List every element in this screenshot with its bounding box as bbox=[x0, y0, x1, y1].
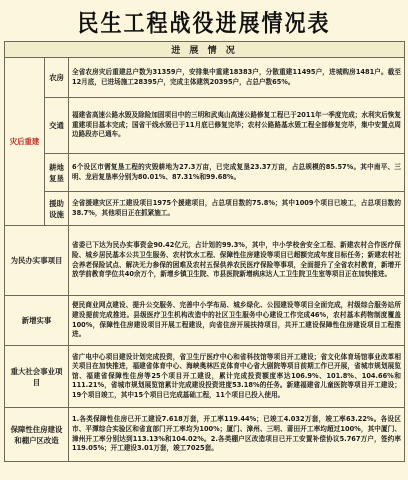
subcategory-cell: 交通 bbox=[45, 98, 69, 154]
table-row bbox=[5, 296, 405, 346]
table-row bbox=[5, 154, 405, 192]
subcategory-cell: 耕地复垦 bbox=[45, 154, 69, 192]
progress-table bbox=[4, 41, 405, 462]
category-cell: 重大社会事业项目 bbox=[5, 346, 69, 408]
progress-text: 1.各类保障性住房已开工建设7.618万套，开工率119.44%；已竣工4.032万套，竣工率63.22%。各设区市、平潭综合实验区和省直部门开工率均为100%；厦门、漳州、三明、莆田开工率均超过100%，其中厦门、漳州开工率分别达到113.13%和104.02%。2.各类棚户区改造项目已开工安置补偿协议5.767万户，签约率119.05%；开工建设3.01万套，竣工7025套。 bbox=[69, 408, 405, 462]
category-cell: 新增实事 bbox=[5, 296, 69, 346]
page-title: 民生工程战役进展情况表 bbox=[77, 8, 331, 37]
category-cell: 为民办实事项目 bbox=[5, 226, 69, 296]
progress-text: 福建省高速公路水毁及除险加固项目中的三明和武夷山高速公路修复工程已于2011年一季度完成；水利灾后恢复重建项目基本完成；国省干线水毁已于11月底已修复完毕；农村公路路基水毁工程全部修复完毕，集中安置点周边路段亦已通车。 bbox=[69, 98, 405, 154]
category-cell: 保障性住房建设和棚户区改造 bbox=[5, 408, 69, 462]
table-row bbox=[5, 192, 405, 226]
progress-text: 省委已下达为民办实事资金90.42亿元，占计划的99.3%，其中，中小学校舍安全工程、新建农村合作医疗保险、城乡居民基本公共卫生服务、农村饮水工程、保障性住房建设等项目已超额完成年度目标任务；新建农村社会养老保险试点、解决无力参保的困难及农村五保供养农民医疗保险等事项，全面提升了全省农村教育，新增开放学前教育学位共40余万个，新增乡镇卫生院、市县医院新增病床达人工卫生院卫生室等项目正在加快推进。 bbox=[69, 226, 405, 296]
table-row bbox=[5, 226, 405, 296]
subcategory-cell: 农房 bbox=[45, 58, 69, 98]
table-header: 进 展 情 况 bbox=[5, 42, 405, 58]
table-row bbox=[5, 98, 405, 154]
progress-text: 全省援建灾区开工建设项目1975个援建项目，占总项目数的75.8%；其中1009个项目已竣工，占总项目数的38.7%，其他项目正在抓紧施工。 bbox=[69, 192, 405, 226]
progress-text: 省广电中心项目建设计划完成投资，省卫生厅医疗中心和省科技馆等项目开工建设；省文化体育场馆事业改革相关项目在加快推进，福建省体育中心、海峡奥林匹克体育中心省大剧院等项目前期工作已开展，省城市规划展览馆、福建省保障性住房等25个项目开工建设，累计完成投资额度率达106.9%、101.8%、104.66%和111.21%，省城市规划展览馆累计完成建设投资进度53.18%的任务。新建福建省儿童医院等项目开工建设；19个项目竣工，其中15个项目已完成基础工程，11个项目已投入使用。 bbox=[69, 346, 405, 408]
title-box bbox=[4, 4, 404, 40]
table-row bbox=[5, 408, 405, 462]
table-row bbox=[5, 58, 405, 98]
subcategory-cell: 援助设施 bbox=[45, 192, 69, 226]
table-header-row bbox=[5, 42, 405, 58]
progress-text: 全省农房灾后重建总户数为31359户，安排集中重建18383户，分散重建11495户，进城购房1481户。截至12月底，已进场施工28395户，完成主体建筑20395户，占总户数65%。 bbox=[69, 58, 405, 98]
progress-text: 6个设区市需复垦工程的灾毁耕地为27.3万亩，已完成复垦23.37万亩，占总规模的85.57%。其中南平、三明、龙岩复垦率分别为80.01%、87.31%和99.68%。 bbox=[69, 154, 405, 192]
progress-text: 便民商业网点建设、提升公交服务、完善中小学布局、城乡绿化、公园建设等项目全面完成，村级综合服务站所建设提前完成推进。县级医疗卫生机构改造中的社区卫生服务中心建设工作完成46%，农村基本药物制度覆盖100%，保障性住房建设项目开展工程建设，向省住房开展扶持项目，共开工建设保障性住房建设项目工程推进。 bbox=[69, 296, 405, 346]
table-row bbox=[5, 346, 405, 408]
category-cell: 灾后重建 bbox=[5, 58, 45, 226]
